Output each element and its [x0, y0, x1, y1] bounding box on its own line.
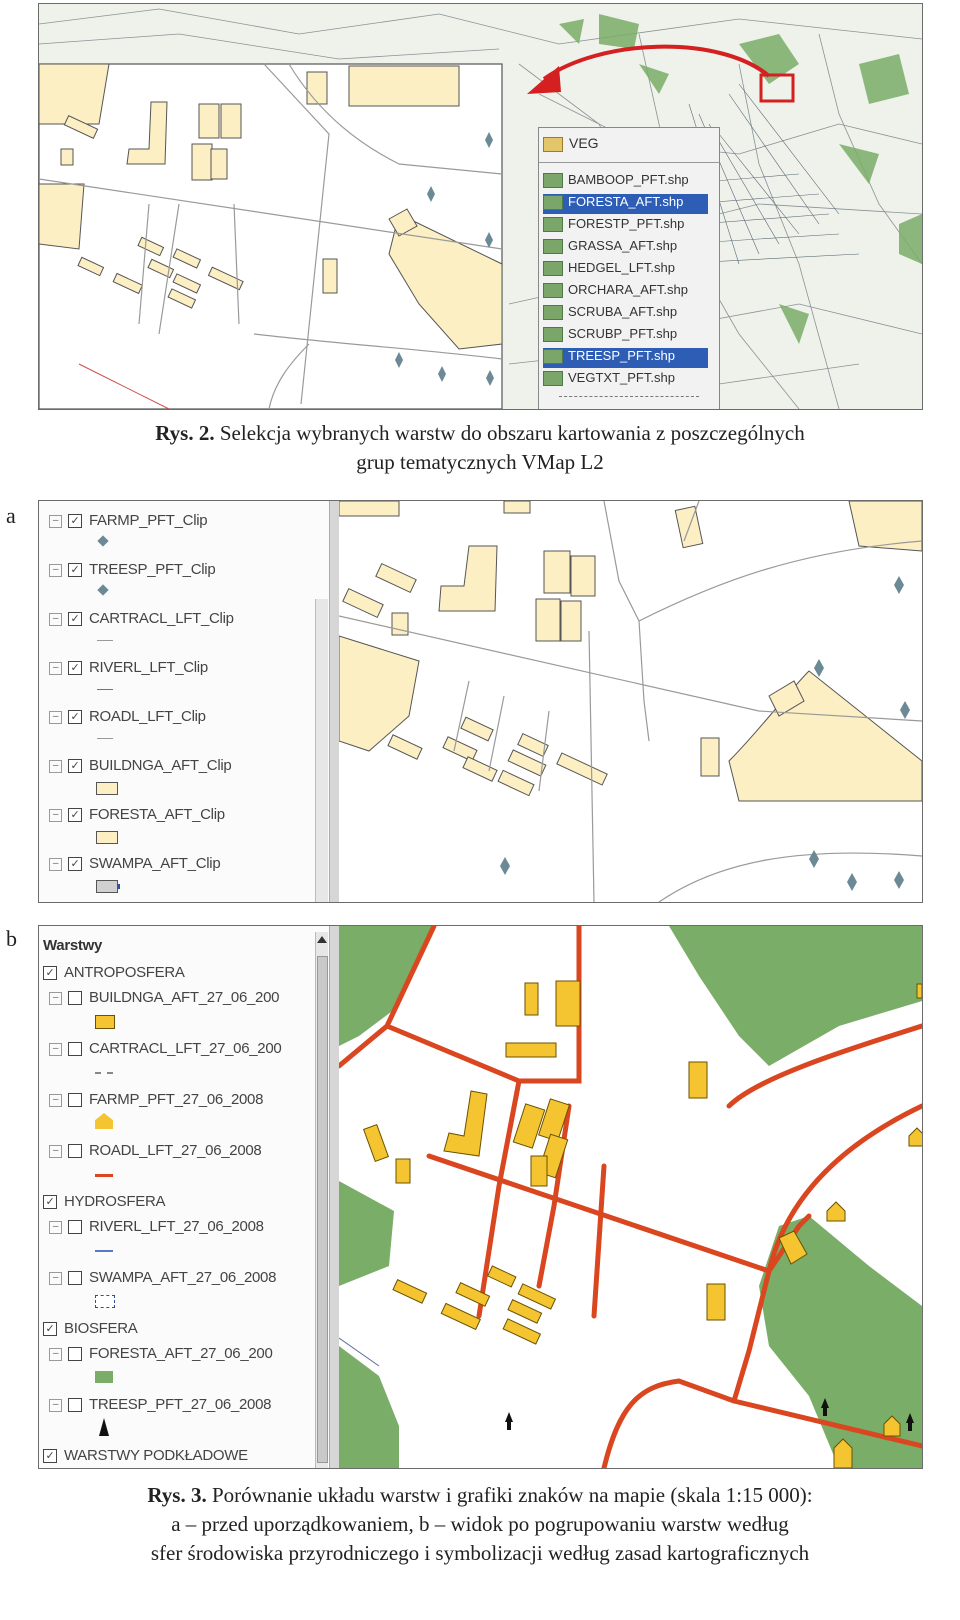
toc-layer-row[interactable]	[49, 1269, 276, 1286]
layer-group-popup	[538, 127, 720, 410]
toc-title: Warstwy	[43, 937, 103, 954]
expand-icon[interactable]: –	[49, 809, 62, 822]
popup-layer-item[interactable]	[543, 216, 708, 236]
popup-folder-row[interactable]	[543, 135, 599, 155]
scroll-thumb[interactable]	[317, 956, 328, 1463]
layer-checkbox[interactable]: ✓	[68, 808, 82, 822]
expand-icon[interactable]: –	[49, 1272, 62, 1285]
toc-layer-label: FARMP_PFT_27_06_2008	[89, 1091, 264, 1108]
panel-a	[38, 500, 923, 903]
figure3-caption-line3: sfer środowiska przyrodniczego i symbolizacji według zasad kartograficznych	[150, 1541, 810, 1565]
toc-group-label: HYDROSFERA	[64, 1193, 166, 1210]
scroll-up-arrow-icon[interactable]	[317, 936, 327, 943]
toc-group-row[interactable]	[43, 1320, 137, 1337]
layer-checkbox[interactable]: ✓	[68, 612, 82, 626]
group-checkbox[interactable]: ✓	[43, 1322, 57, 1336]
shapefile-icon	[543, 283, 563, 298]
group-checkbox[interactable]: ✓	[43, 966, 57, 980]
toc-layer-label: TREESP_PFT_Clip	[89, 561, 216, 578]
shapefile-icon	[543, 239, 563, 254]
layer-checkbox[interactable]	[68, 1144, 82, 1158]
toc-layer-label: FORESTA_AFT_Clip	[89, 806, 225, 823]
toc-layer-label: BUILDNGA_AFT_27_06_200	[89, 989, 280, 1006]
layer-checkbox[interactable]: ✓	[68, 514, 82, 528]
toc-layer-row[interactable]	[49, 512, 207, 529]
panel-b-toc	[39, 926, 329, 1468]
swamp-symbol-icon	[95, 1295, 115, 1308]
river-symbol-icon	[95, 1250, 113, 1252]
layer-checkbox[interactable]	[68, 1271, 82, 1285]
layer-checkbox[interactable]: ✓	[68, 563, 82, 577]
popup-layer-item[interactable]	[543, 326, 708, 346]
farm-symbol-icon	[95, 1113, 113, 1129]
popup-layer-label: HEDGEL_LFT.shp	[568, 260, 675, 275]
line-symbol-icon	[97, 640, 113, 641]
toc-layer-row[interactable]	[49, 1218, 264, 1235]
line-symbol-icon	[97, 738, 113, 739]
popup-layer-item[interactable]	[543, 282, 708, 302]
group-checkbox[interactable]: ✓	[43, 1195, 57, 1209]
toc-layer-label: SWAMPA_AFT_27_06_2008	[89, 1269, 277, 1286]
toc-layer-label: RIVERL_LFT_Clip	[89, 659, 208, 676]
popup-layer-item[interactable]	[543, 370, 708, 390]
toc-layer-row[interactable]	[49, 1142, 261, 1159]
popup-layer-item[interactable]	[543, 172, 708, 192]
shapefile-icon	[543, 217, 563, 232]
panel-b	[38, 925, 923, 1469]
toc-layer-label: CARTRACL_LFT_Clip	[89, 610, 234, 627]
cart-track-symbol-icon	[95, 1072, 113, 1074]
panel-b-label: b	[6, 926, 17, 951]
river-symbol-icon	[97, 689, 113, 690]
popup-layer-item[interactable]	[543, 260, 708, 280]
toc-layer-label: SWAMPA_AFT_Clip	[89, 855, 221, 872]
panel-a-toc	[39, 501, 329, 902]
toc-layer-row[interactable]	[49, 1040, 281, 1057]
layer-checkbox[interactable]: ✓	[68, 857, 82, 871]
toc-group-label: BIOSFERA	[64, 1320, 138, 1337]
popup-layer-label: FORESTA_AFT.shp	[568, 194, 684, 209]
toc-layer-label: ROADL_LFT_27_06_2008	[89, 1142, 262, 1159]
expand-icon[interactable]: –	[49, 1399, 62, 1412]
toc-layer-row[interactable]	[49, 855, 220, 872]
toc-layer-label: FARMP_PFT_Clip	[89, 512, 208, 529]
expand-icon[interactable]: –	[49, 1043, 62, 1056]
swamp-symbol-icon	[96, 880, 118, 893]
expand-icon[interactable]: –	[49, 711, 62, 724]
shapefile-icon	[543, 195, 563, 210]
layer-checkbox[interactable]	[68, 1220, 82, 1234]
toc-layer-label: RIVERL_LFT_27_06_2008	[89, 1218, 264, 1235]
shapefile-icon	[543, 349, 563, 364]
popup-layer-label: TREESP_PFT.shp	[568, 348, 675, 363]
toc-layer-row[interactable]	[49, 708, 206, 725]
building-symbol-icon	[95, 1015, 115, 1029]
expand-icon[interactable]: –	[49, 760, 62, 773]
shapefile-icon	[543, 327, 563, 342]
forest-symbol-icon	[95, 1371, 113, 1383]
popup-folder-label: VEG	[569, 135, 599, 151]
popup-layer-item[interactable]	[543, 348, 708, 368]
figure3-caption-line1: Porównanie układu warstw i grafiki znaków na mapie (skala 1:15 000):	[211, 1483, 813, 1507]
tree-symbol-icon	[99, 1418, 109, 1436]
popup-scroll-hint	[559, 396, 699, 403]
layer-checkbox[interactable]: ✓	[68, 710, 82, 724]
diamond-symbol-icon	[97, 584, 108, 595]
figure3-caption-line2: a – przed uporządkowaniem, b – widok po pogrupowaniu warstw według	[171, 1512, 789, 1536]
expand-icon[interactable]: –	[49, 1094, 62, 1107]
shapefile-icon	[543, 305, 563, 320]
expand-icon[interactable]: –	[49, 564, 62, 577]
layer-checkbox[interactable]	[68, 1347, 82, 1361]
panel-a-scrollbar[interactable]	[315, 599, 328, 902]
popup-layer-item[interactable]	[543, 304, 708, 324]
toc-layer-row[interactable]	[49, 1396, 271, 1413]
toc-layer-row[interactable]	[49, 1345, 273, 1362]
popup-layer-label: VEGTXT_PFT.shp	[568, 370, 675, 385]
layer-checkbox[interactable]: ✓	[68, 661, 82, 675]
toc-layer-label: TREESP_PFT_27_06_2008	[89, 1396, 272, 1413]
shapefile-icon	[543, 371, 563, 386]
figure2-caption-label: Rys. 2.	[155, 421, 215, 445]
polygon-symbol-icon	[96, 782, 118, 795]
panel-b-map	[339, 926, 922, 1468]
figure2-caption	[0, 419, 960, 477]
layer-checkbox[interactable]	[68, 1042, 82, 1056]
figure2-caption-line1: Selekcja wybranych warstw do obszaru kartowania z poszczególnych	[219, 421, 805, 445]
polygon-symbol-icon	[96, 831, 118, 844]
popup-layer-label: ORCHARA_AFT.shp	[568, 282, 688, 297]
toc-group-row[interactable]	[43, 1193, 165, 1210]
layer-checkbox[interactable]	[68, 1093, 82, 1107]
toc-layer-row[interactable]	[49, 659, 208, 676]
popup-layer-item[interactable]	[543, 238, 708, 258]
panel-b-scrollbar[interactable]	[315, 932, 328, 1468]
popup-layer-item[interactable]	[543, 194, 708, 214]
expand-icon[interactable]: –	[49, 1221, 62, 1234]
popup-layer-label: GRASSA_AFT.shp	[568, 238, 678, 253]
shapefile-icon	[543, 173, 563, 188]
toc-layer-row[interactable]	[49, 806, 225, 823]
figure2-caption-line2: grup tematycznych VMap L2	[356, 450, 604, 474]
expand-icon[interactable]: –	[49, 662, 62, 675]
figure2-map	[38, 3, 923, 410]
popup-layer-label: FORESTP_PFT.shp	[568, 216, 685, 231]
toc-layer-row[interactable]	[49, 989, 279, 1006]
toc-group-row[interactable]	[43, 1447, 248, 1464]
toc-layer-label: FORESTA_AFT_27_06_200	[89, 1345, 273, 1362]
popup-layer-label: BAMBOOP_PFT.shp	[568, 172, 689, 187]
toc-layer-row[interactable]	[49, 610, 234, 627]
expand-icon[interactable]: –	[49, 515, 62, 528]
expand-icon[interactable]: –	[49, 992, 62, 1005]
layer-checkbox[interactable]: ✓	[68, 759, 82, 773]
toc-group-row[interactable]	[43, 964, 185, 981]
figure3-caption-label: Rys. 3.	[147, 1483, 207, 1507]
popup-divider	[539, 162, 719, 163]
toc-layer-label: BUILDNGA_AFT_Clip	[89, 757, 232, 774]
layer-checkbox[interactable]	[68, 1398, 82, 1412]
folder-icon	[543, 137, 563, 152]
group-checkbox[interactable]: ✓	[43, 1449, 57, 1463]
toc-layer-label: CARTRACL_LFT_27_06_200	[89, 1040, 282, 1057]
popup-layer-label: SCRUBP_PFT.shp	[568, 326, 678, 341]
panel-a-map	[339, 501, 922, 902]
expand-icon[interactable]: –	[49, 858, 62, 871]
toc-layer-label: ROADL_LFT_Clip	[89, 708, 206, 725]
layer-checkbox[interactable]	[68, 991, 82, 1005]
popup-layer-label: SCRUBA_AFT.shp	[568, 304, 678, 319]
toc-layer-row[interactable]	[49, 561, 215, 578]
shapefile-icon	[543, 261, 563, 276]
toc-layer-row[interactable]	[49, 1091, 263, 1108]
toc-group-label: ANTROPOSFERA	[64, 964, 185, 981]
expand-icon[interactable]: –	[49, 1145, 62, 1158]
diamond-symbol-icon	[97, 535, 108, 546]
toc-group-label: WARSTWY PODKŁADOWE	[64, 1447, 248, 1464]
toc-layer-row[interactable]	[49, 757, 231, 774]
expand-icon[interactable]: –	[49, 613, 62, 626]
figure3-caption	[0, 1481, 960, 1568]
panel-a-label: a	[6, 503, 16, 528]
expand-icon[interactable]: –	[49, 1348, 62, 1361]
road-symbol-icon	[95, 1174, 113, 1177]
figure2-map-svg	[39, 4, 922, 409]
